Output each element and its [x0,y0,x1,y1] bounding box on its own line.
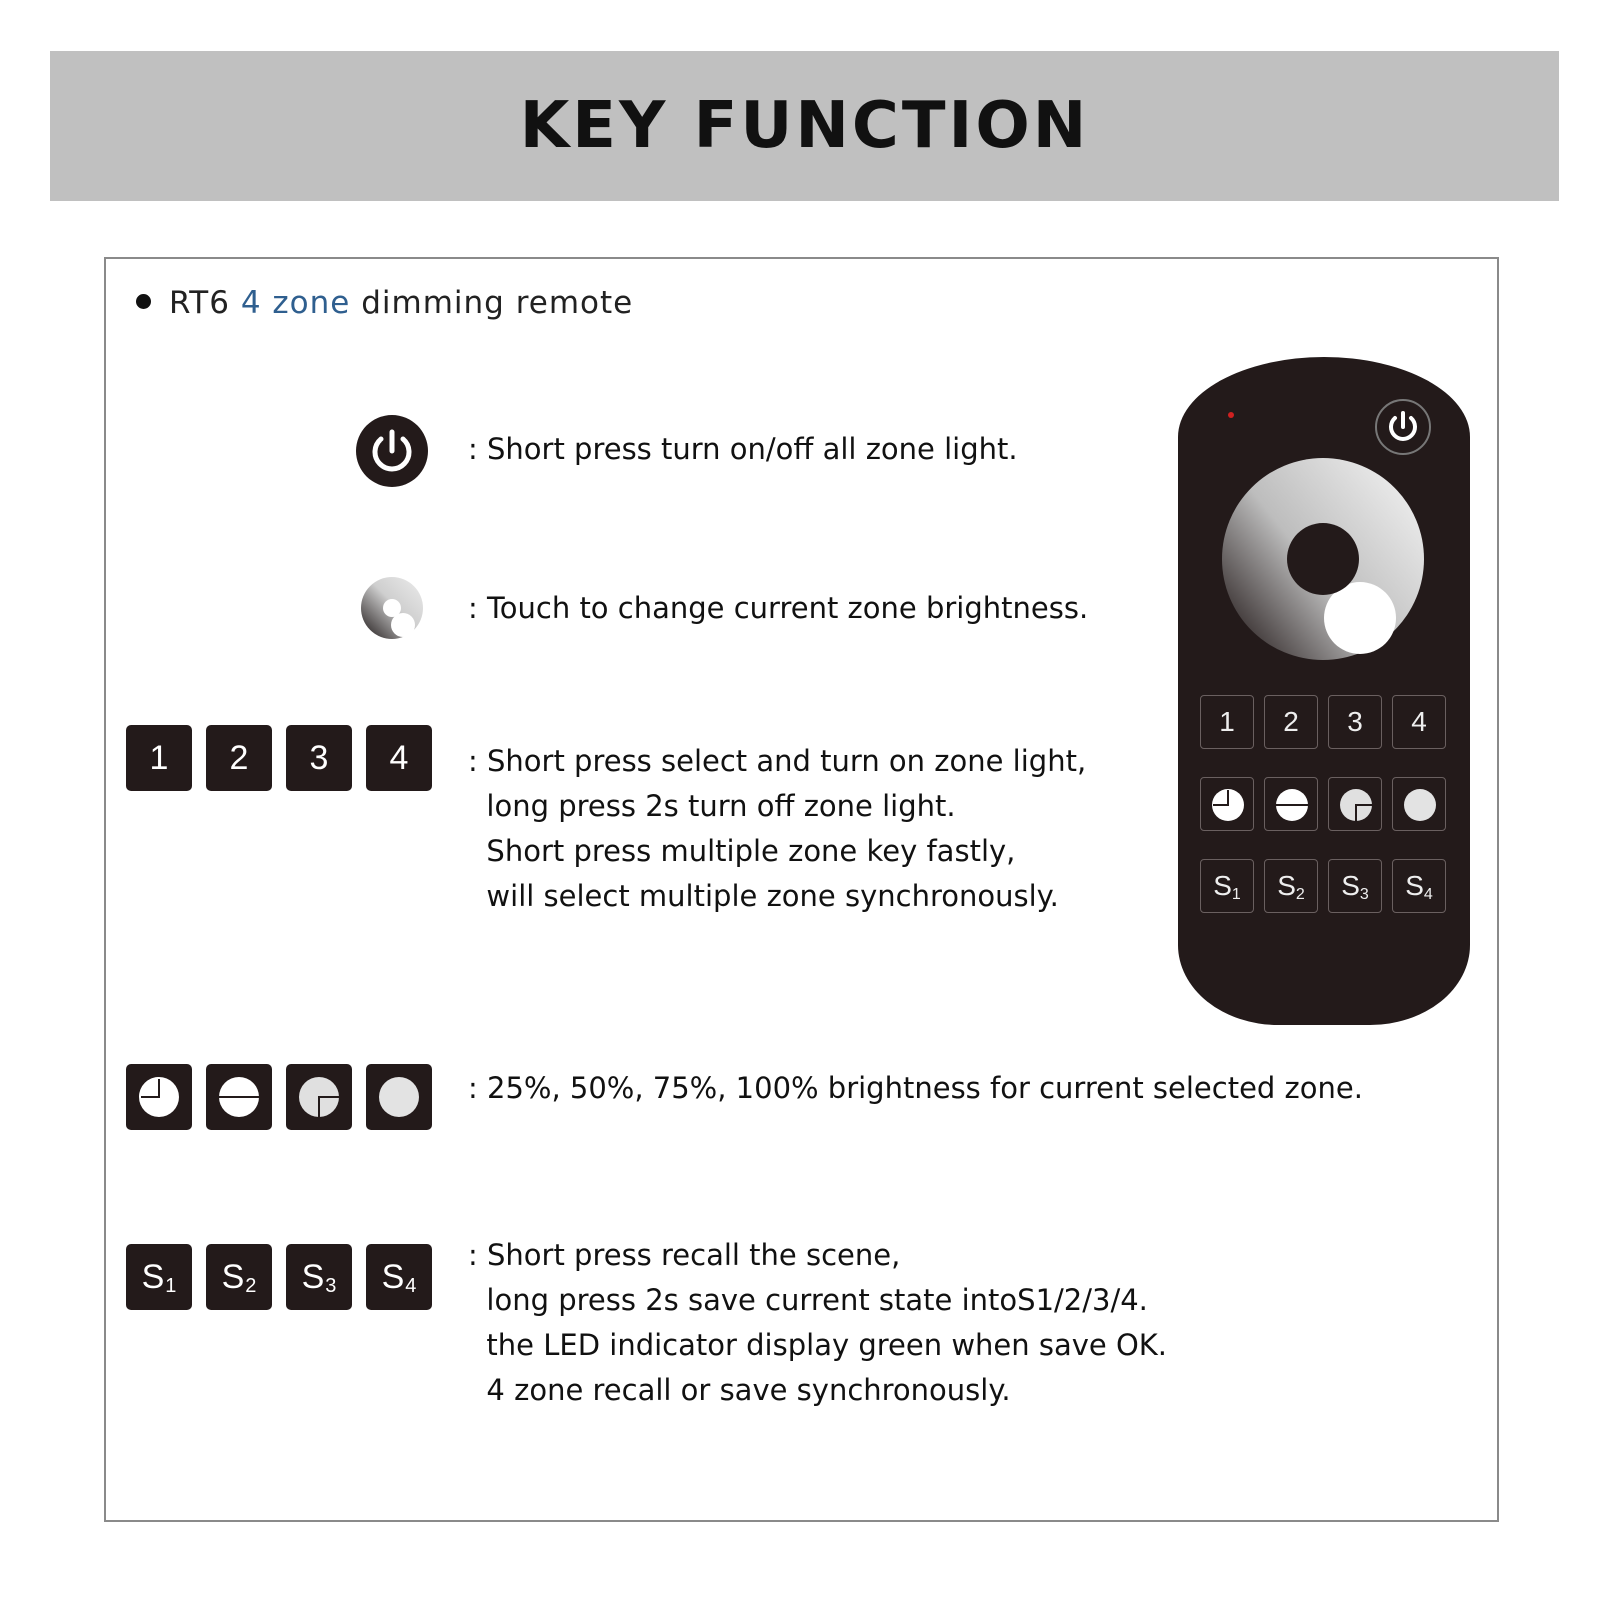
remote-brightness-100-key [1392,777,1446,831]
remote-zone-key-3: 3 [1328,695,1382,749]
remote-zone-key-4: 4 [1392,695,1446,749]
scene-key-4-main: S [381,1258,405,1296]
brightness-25-key [126,1064,192,1130]
scene-key-3-sub: 3 [325,1275,337,1297]
zone-key-4: 4 [366,725,432,791]
quarter-circle-icon [1210,787,1246,823]
remote-power-icon [1375,399,1431,455]
three-quarter-circle-icon [1338,787,1374,823]
brightness-50-key [206,1064,272,1130]
remote-scene-key-2-main: S [1277,870,1296,901]
full-circle-icon [377,1075,421,1119]
remote-illustration [1178,357,1470,1025]
power-icon [356,415,428,487]
zone-description: : Short press select and turn on zone light, long press 2s turn off zone light. Short press multiple zone key fastly, will select multiple zone synchronously. [468,744,1087,913]
scene-key-2 [206,1244,272,1310]
header-band [50,51,1559,201]
remote-scene-key-1-sub: 1 [1231,886,1241,903]
key-function-panel [104,257,1499,1522]
three-quarter-circle-icon [297,1075,341,1119]
zone-key-1: 1 [126,725,192,791]
bullet-icon [136,294,151,309]
remote-zone-key-2: 2 [1264,695,1318,749]
scene-key-1-sub: 1 [165,1275,177,1297]
scene-key-2-main: S [221,1258,245,1296]
scene-key-3 [286,1244,352,1310]
remote-scene-key-3 [1328,859,1382,913]
scene-key-3-main: S [301,1258,325,1296]
scene-key-1 [126,1244,192,1310]
half-circle-icon [1274,787,1310,823]
remote-scene-key-2-sub: 2 [1295,886,1305,903]
zone-key-2: 2 [206,725,272,791]
scene-key-1-main: S [141,1258,165,1296]
remote-scene-key-2 [1264,859,1318,913]
remote-brightness-75-key [1328,777,1382,831]
remote-scene-key-4 [1392,859,1446,913]
quarter-circle-icon [137,1075,181,1119]
scene-key-2-sub: 2 [245,1275,257,1297]
intro-suffix: dimming remote [350,285,634,321]
led-indicator [1228,412,1234,418]
remote-scene-key-1 [1200,859,1254,913]
wheel-description: : Touch to change current zone brightness. [468,591,1089,625]
remote-scene-key-1-main: S [1213,870,1232,901]
remote-touch-wheel-icon [1222,458,1424,660]
brightness-75-key [286,1064,352,1130]
remote-zone-key-1: 1 [1200,695,1254,749]
remote-scene-key-4-main: S [1405,870,1424,901]
intro-prefix: RT6 [169,285,241,321]
half-circle-icon [217,1075,261,1119]
remote-scene-key-3-sub: 3 [1359,886,1369,903]
scene-key-4 [366,1244,432,1310]
touch-wheel-icon [359,575,425,641]
brightness-100-key [366,1064,432,1130]
brightness-description: : 25%, 50%, 75%, 100% brightness for current selected zone. [468,1071,1363,1105]
remote-scene-key-3-main: S [1341,870,1360,901]
page-title: KEY FUNCTION [519,89,1090,163]
scene-description: : Short press recall the scene, long press 2s save current state intoS1/2/3/4. the LED indicator display green when save OK. 4 zone recall or save synchronously. [468,1238,1168,1407]
zone-key-3: 3 [286,725,352,791]
remote-brightness-25-key [1200,777,1254,831]
intro-highlight: 4 zone [240,285,351,321]
scene-key-4-sub: 4 [405,1275,417,1297]
remote-brightness-50-key [1264,777,1318,831]
intro-line [136,285,633,321]
full-circle-icon [1402,787,1438,823]
remote-scene-key-4-sub: 4 [1423,886,1433,903]
power-description: : Short press turn on/off all zone light. [468,432,1018,466]
